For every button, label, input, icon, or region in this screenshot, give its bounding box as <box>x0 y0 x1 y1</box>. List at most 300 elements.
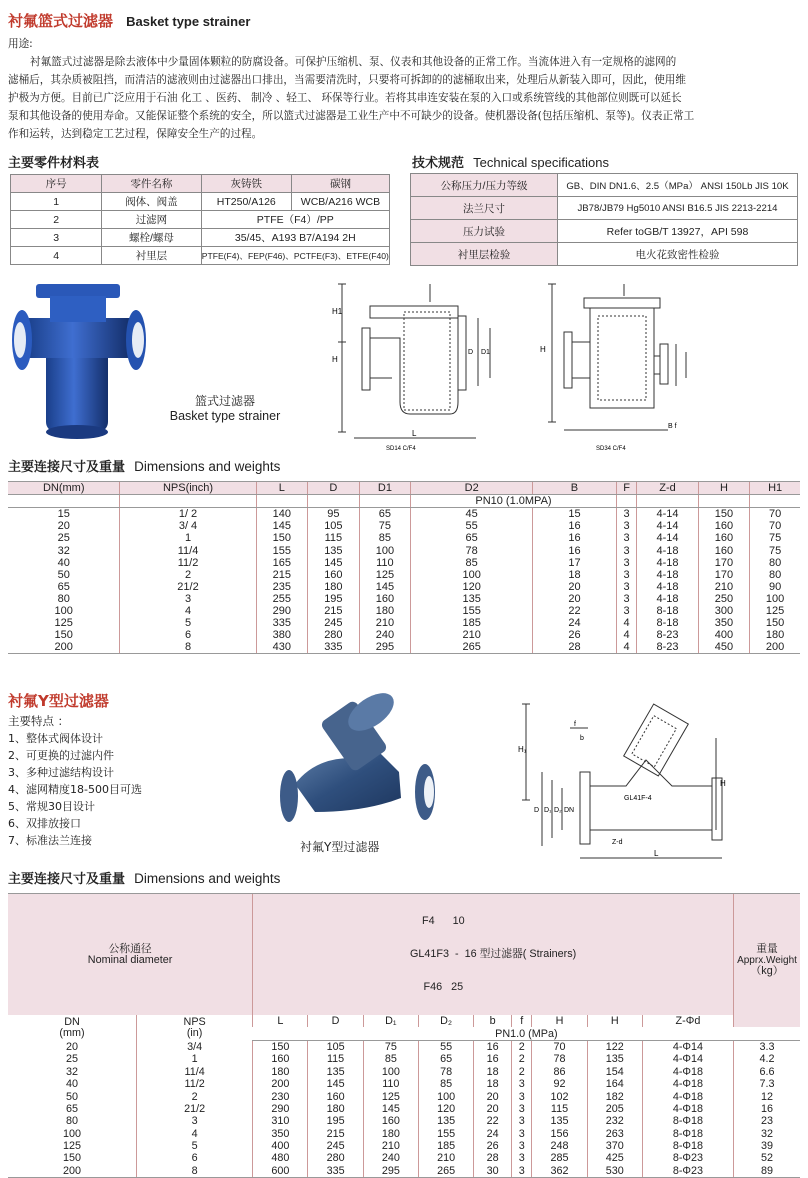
dims2-cell: 248 <box>532 1140 587 1152</box>
dims1-cell: 6 <box>120 629 256 641</box>
dims2-cell: 2 <box>512 1053 532 1065</box>
dims1-cell: 80 <box>750 557 800 569</box>
dims2-col-header: f <box>512 1015 532 1027</box>
dims2-cell: 86 <box>532 1066 587 1078</box>
dims1-cell: 295 <box>359 641 411 654</box>
dims2-cell: 3 <box>512 1152 532 1164</box>
dims1-col-header: D <box>308 482 360 495</box>
dims1-cell: 4 <box>120 605 256 617</box>
dims2-cell: 164 <box>587 1078 642 1090</box>
dims2-cell: 18 <box>474 1066 512 1078</box>
dims1-cell: 16 <box>533 520 617 532</box>
dims1-cell: 170 <box>698 557 750 569</box>
y-label-dn: DN <box>564 807 575 814</box>
dims1-cell: 430 <box>256 641 308 654</box>
dims1-cell: 65 <box>411 532 533 544</box>
specs-row <box>411 197 798 220</box>
dims1-cell: 200 <box>750 641 800 654</box>
dims1-cell: 3 <box>616 520 637 532</box>
dims2-cell: 105 <box>308 1040 363 1053</box>
dims2-cell: 530 <box>587 1165 642 1178</box>
dims1-cell: 65 <box>57 580 70 593</box>
dims2-cell: 285 <box>532 1152 587 1164</box>
dims1-cell: 115 <box>308 532 360 544</box>
dims2-nominal-cn: 公称通径 <box>108 942 152 955</box>
dims2-cell: 30 <box>474 1165 512 1178</box>
dims2-cell: 2 <box>512 1040 532 1053</box>
dims2-col-header: D₂ <box>418 1015 473 1027</box>
materials-cell: 螺栓/螺母 <box>102 229 201 247</box>
dims2-cell: 3 <box>512 1115 532 1127</box>
dims1-cell: 3 <box>616 557 637 569</box>
dims1-cell: 3/ 4 <box>120 520 256 532</box>
dims1-cell: 11/4 <box>120 544 256 556</box>
dims2-cell: 150 <box>63 1152 82 1165</box>
dims1-cell: 250 <box>698 593 750 605</box>
dims1-cell: 235 <box>256 581 308 593</box>
dims1-cell: 160 <box>698 532 750 544</box>
dims2-model-line: F46 25 <box>423 981 464 993</box>
dims2-cell: 290 <box>253 1103 308 1115</box>
dims2-cell: 4-Φ18 <box>642 1103 733 1115</box>
dims2-model-line: GL41F3 - 16 <box>409 948 477 960</box>
materials-header: 序号 <box>11 175 102 193</box>
dims1-cell: 75 <box>750 544 800 556</box>
dims1-row <box>8 508 800 521</box>
dims2-row <box>8 1040 800 1053</box>
usage-line: 衬氟篮式过滤器是除去液体中少量固体颗粒的防腐设备。可保护压缩机、泵、仪表和其他设备的正常工作。当流体进入有一定规格的滤网的 <box>30 56 677 68</box>
dims2-cell: 135 <box>587 1053 642 1065</box>
drawing-label-d1: D1 <box>481 349 490 356</box>
dims1-cell: 3 <box>616 544 637 556</box>
dims2-cell: 1 <box>137 1053 253 1065</box>
dims2-cell: 8-Φ18 <box>642 1115 733 1127</box>
dims2-dn-header <box>8 1015 137 1040</box>
specs-title-cn: 技术规范 <box>412 156 465 171</box>
dims1-cell: 135 <box>308 544 360 556</box>
dims2-row <box>8 1128 800 1140</box>
dims2-cell: 150 <box>253 1040 308 1053</box>
dims2-cell: 3 <box>137 1115 253 1127</box>
dims2-cell: 85 <box>363 1053 418 1065</box>
dims1-cell: 210 <box>359 617 411 629</box>
dims2-cell: 4-Φ14 <box>642 1040 733 1053</box>
dims2-cell: 8-Φ18 <box>642 1128 733 1140</box>
specs-value: Refer toGB/T 13927，API 598 <box>558 220 798 243</box>
dims1-cell: 8-18 <box>637 617 698 629</box>
dims1-cell: 50 <box>57 568 70 581</box>
basket-strainer-photo <box>6 278 166 446</box>
dims1-cell: 25 <box>57 532 70 545</box>
dims1-cell: 170 <box>698 569 750 581</box>
dims2-cell: 156 <box>532 1128 587 1140</box>
materials-row <box>11 211 390 229</box>
dims1-cell: 145 <box>308 557 360 569</box>
dims2-row <box>8 1078 800 1090</box>
dims1-cell: 20 <box>57 520 70 533</box>
basket-caption-cn: 篮式过滤器 <box>194 394 255 408</box>
materials-cell: PTFE(F4)、FEP(F46)、PCTFE(F3)、ETFE(F40) <box>201 247 389 265</box>
materials-cell: 1 <box>11 193 102 211</box>
dims1-row <box>8 544 800 556</box>
dims1-cell: 22 <box>533 605 617 617</box>
dims2-cell: 3 <box>512 1128 532 1140</box>
dims1-cell: 280 <box>308 629 360 641</box>
drawing-label-h: H <box>540 345 546 354</box>
materials-header: 灰铸铁 <box>201 175 291 193</box>
dims2-cell: 400 <box>253 1140 308 1152</box>
dims1-cell: 15 <box>533 508 617 521</box>
specs-value: GB、DIN DN1.6、2.5（MPa） ANSI 150Lb JIS 10K <box>558 174 798 197</box>
dims1-cell: 4-18 <box>637 593 698 605</box>
dims1-cell: 75 <box>750 532 800 544</box>
dims1-col-header: DN(mm) <box>8 482 120 495</box>
dims2-cell: 5 <box>137 1140 253 1152</box>
y-label-d2: D₂ <box>554 807 562 814</box>
materials-row <box>11 229 390 247</box>
dims1-cell: 125 <box>750 605 800 617</box>
dims1-cell: 3 <box>616 532 637 544</box>
dims1-col-header: H <box>698 482 750 495</box>
dims1-cell: 15 <box>57 508 70 521</box>
dims2-cell: 55 <box>418 1040 473 1053</box>
y-label-f: f <box>574 721 576 728</box>
dims2-cell: 185 <box>418 1140 473 1152</box>
dims1-cell: 80 <box>750 569 800 581</box>
specs-row <box>411 243 798 266</box>
dims2-cell: 25 <box>66 1053 79 1066</box>
dims1-cell: 290 <box>256 605 308 617</box>
dims2-cell: 154 <box>587 1066 642 1078</box>
dims1-cell: 20 <box>533 581 617 593</box>
features-list <box>8 713 142 849</box>
dims1-col-header: D1 <box>359 482 411 495</box>
dims2-cell: 122 <box>587 1040 642 1053</box>
dims2-cell: 180 <box>308 1103 363 1115</box>
dims1-cell: 180 <box>750 629 800 641</box>
dims2-cell: 11/2 <box>137 1078 253 1090</box>
dims2-cell: 335 <box>308 1165 363 1178</box>
dims2-cell: 24 <box>474 1128 512 1140</box>
dims2-cell: 4-Φ18 <box>642 1066 733 1078</box>
dims2-cell: 115 <box>308 1053 363 1065</box>
materials-header: 碳钢 <box>291 175 389 193</box>
y-label-b: b <box>580 735 584 742</box>
dims1-cell: 160 <box>359 593 411 605</box>
dims2-cell: 7.3 <box>734 1078 801 1090</box>
dims2-col-header: D₁ <box>363 1015 418 1027</box>
y-label-l: L <box>654 849 659 858</box>
dims1-cell: 70 <box>750 520 800 532</box>
dims1-cell: 350 <box>698 617 750 629</box>
basket-drawing-right <box>540 282 740 454</box>
dims1-cell: 16 <box>533 532 617 544</box>
materials-cell: PTFE（F4）/PP <box>201 211 389 229</box>
dims1-cell: 40 <box>57 556 70 569</box>
dims2-col-header: H <box>587 1015 642 1027</box>
dims1-cell: 150 <box>256 532 308 544</box>
dims2-cell: 115 <box>532 1103 587 1115</box>
dims2-cell: 75 <box>363 1040 418 1053</box>
section2-title: 衬氟Y型过滤器 <box>8 692 109 710</box>
dims2-cell: 23 <box>734 1115 801 1127</box>
materials-cell: 过滤网 <box>102 211 201 229</box>
drawing-label-l: L <box>412 429 417 438</box>
dims2-cell: 3 <box>512 1165 532 1178</box>
dims1-cell: 150 <box>698 508 750 521</box>
dims1-cell: 180 <box>308 581 360 593</box>
usage-line: 作和运转，达到稳定工艺过程，保障安全生产的过程。 <box>8 128 263 140</box>
dims2-row <box>8 1053 800 1065</box>
dims2-cell: 125 <box>363 1090 418 1102</box>
dims2-cell: 6 <box>137 1152 253 1164</box>
dims1-row <box>8 520 800 532</box>
dims1-cell: 335 <box>308 641 360 654</box>
dims1-col-header: H1 <box>750 482 800 495</box>
dims1-row <box>8 581 800 593</box>
dims1-cell: 185 <box>411 617 533 629</box>
dims2-cell: 232 <box>587 1115 642 1127</box>
y-strainer-drawing <box>516 690 772 866</box>
specs-row <box>411 220 798 243</box>
dims2-cell: 135 <box>308 1066 363 1078</box>
dims2-cell: 180 <box>253 1066 308 1078</box>
dims2-cell: 145 <box>308 1078 363 1090</box>
dims2-cell: 210 <box>363 1140 418 1152</box>
dims2-dn-unit: (mm) <box>59 1026 85 1039</box>
dims1-cell: 8-23 <box>637 641 698 654</box>
dims2-cell: 40 <box>66 1078 79 1091</box>
dims2-cell: 263 <box>587 1128 642 1140</box>
dims2-cell: 32 <box>66 1065 79 1078</box>
dims1-cell: 17 <box>533 557 617 569</box>
dims1-cell: 210 <box>411 629 533 641</box>
dims2-cell: 11/4 <box>137 1066 253 1078</box>
specs-key: 压力试验 <box>411 220 558 243</box>
dims1-cell: 3 <box>616 581 637 593</box>
dims2-cell: 20 <box>474 1090 512 1102</box>
dims2-cell: 8-Φ18 <box>642 1140 733 1152</box>
dims1-cell: 140 <box>256 508 308 521</box>
section1-header <box>8 10 250 31</box>
dims1-row <box>8 641 800 654</box>
dims2-header <box>8 868 280 887</box>
specs-value: 电火花致密性检验 <box>558 243 798 266</box>
dims1-cell: 8-23 <box>637 629 698 641</box>
dims2-cell: 102 <box>532 1090 587 1102</box>
dims2-cell: 78 <box>532 1053 587 1065</box>
dims2-model-suffix: 型过滤器( Strainers) <box>479 948 577 960</box>
dims2-cell: 8-Φ23 <box>642 1165 733 1178</box>
basket-drawing-left <box>330 282 530 454</box>
dims1-cell: 150 <box>750 617 800 629</box>
dims1-col-header: D2 <box>411 482 533 495</box>
dims1-row <box>8 605 800 617</box>
dims1-cell: 100 <box>359 544 411 556</box>
dims1-cell: 210 <box>698 581 750 593</box>
dims1-table <box>8 481 800 654</box>
dims2-cell: 125 <box>63 1140 82 1153</box>
dims1-header-row <box>8 482 800 495</box>
dims2-model <box>253 894 734 1016</box>
dims1-cell: 180 <box>359 605 411 617</box>
dims2-cell: 265 <box>418 1165 473 1178</box>
section1-title-en: Basket type strainer <box>126 14 251 29</box>
dims2-cell: 21/2 <box>137 1103 253 1115</box>
y-strainer-photo <box>275 688 447 848</box>
dims1-cell: 1 <box>120 532 256 544</box>
dims2-cell: 100 <box>418 1090 473 1102</box>
dims1-cell: 32 <box>57 544 70 557</box>
dims1-cell: 300 <box>698 605 750 617</box>
dims1-cell: 85 <box>359 532 411 544</box>
drawing-label-h: H <box>332 355 338 364</box>
dims2-cell: 32 <box>734 1128 801 1140</box>
dims2-cell: 240 <box>363 1152 418 1164</box>
dims1-pn-row <box>8 495 800 508</box>
specs-key: 衬里层检验 <box>411 243 558 266</box>
materials-cell: 4 <box>11 247 102 265</box>
dims2-cell: 182 <box>587 1090 642 1102</box>
dims1-cell: 100 <box>411 569 533 581</box>
dims1-cell: 45 <box>411 508 533 521</box>
dims2-cell: 4-Φ18 <box>642 1078 733 1090</box>
usage-line: 滤桶后，其杂质被阻挡，而清洁的滤液则由过滤器出口排出，当需要清洗时，只要将可拆卸的的滤桶取出来，处理后从新装入即可，因此，使用维 <box>8 74 686 86</box>
materials-cell: WCB/A216 WCB <box>291 193 389 211</box>
dims1-cell: 20 <box>533 593 617 605</box>
dims1-row <box>8 629 800 641</box>
dims2-cell: 195 <box>308 1115 363 1127</box>
dims1-cell: 145 <box>359 581 411 593</box>
dims2-cell: 205 <box>587 1103 642 1115</box>
dims1-cell: 4-14 <box>637 532 698 544</box>
usage-label: 用途: <box>8 38 33 50</box>
dims1-row <box>8 593 800 605</box>
dims2-cell: 65 <box>66 1102 79 1115</box>
dims1-cell: 90 <box>750 581 800 593</box>
dims1-cell: 70 <box>750 508 800 521</box>
dims2-cell: 310 <box>253 1115 308 1127</box>
dims2-sub-header <box>8 1015 800 1027</box>
dims2-cell: 425 <box>587 1152 642 1164</box>
dims2-cell: 85 <box>418 1078 473 1090</box>
dims2-cell: 70 <box>532 1040 587 1053</box>
feature-item: 7、标准法兰连接 <box>8 834 92 847</box>
y-label-zd: Z-d <box>612 839 623 846</box>
dims2-cell: 16 <box>474 1040 512 1053</box>
dims1-cell: 3 <box>616 508 637 521</box>
dims1-cell: 16 <box>533 544 617 556</box>
dims1-cell: 265 <box>411 641 533 654</box>
dims1-cell: 28 <box>533 641 617 654</box>
dims2-nps-unit: (in) <box>186 1026 203 1039</box>
dims1-cell: 85 <box>411 557 533 569</box>
specs-title-en: Technical specifications <box>473 155 609 170</box>
dims2-cell: 6.6 <box>734 1066 801 1078</box>
dims1-cell: 4-18 <box>637 569 698 581</box>
dims1-col-header: F <box>616 482 637 495</box>
y-label-d1: D₁ <box>544 807 552 814</box>
dims1-cell: 125 <box>54 617 73 630</box>
dims2-cell: 65 <box>418 1053 473 1065</box>
dims2-nps-header <box>137 1015 253 1040</box>
dims2-cell: 8-Φ23 <box>642 1152 733 1164</box>
dims1-col-header: Z-d <box>637 482 698 495</box>
materials-cell: 阀体、阀盖 <box>102 193 201 211</box>
dims1-cell: 11/2 <box>120 557 256 569</box>
dims2-cell: 4-Φ14 <box>642 1053 733 1065</box>
dims2-cell: 3.3 <box>734 1040 801 1053</box>
dims1-cell: 255 <box>256 593 308 605</box>
y-photo-caption: 衬氟Y型过滤器 <box>300 840 380 854</box>
dims1-cell: 155 <box>256 544 308 556</box>
dims1-cell: 80 <box>57 592 70 605</box>
dims1-cell: 26 <box>533 629 617 641</box>
dims1-cell: 4 <box>616 629 637 641</box>
dims2-cell: 350 <box>253 1128 308 1140</box>
materials-title: 主要零件材料表 <box>8 156 100 171</box>
dims1-cell: 4-18 <box>637 557 698 569</box>
usage-line: 护极为方便。目前已广泛应用于石油 化工 、医药、 制冷 、轻工、 环保等行业。若将其串连安装在泵的入口或系统管线的其他部位则既可以延长 <box>8 92 682 104</box>
dims2-cell: 3 <box>512 1090 532 1102</box>
dims1-cell: 78 <box>411 544 533 556</box>
dims2-cell: 160 <box>253 1053 308 1065</box>
materials-table <box>10 174 390 265</box>
drawing-label-bf: B f <box>668 423 677 430</box>
dims2-cell: 26 <box>474 1140 512 1152</box>
dims1-cell: 3 <box>616 569 637 581</box>
dims2-col-header: Z-Φd <box>642 1015 733 1027</box>
dims1-cell: 4-18 <box>637 581 698 593</box>
dims2-row <box>8 1066 800 1078</box>
dims1-cell: 200 <box>8 641 120 654</box>
dims1-title-cn: 主要连接尺寸及重量 <box>8 460 126 475</box>
dims1-row <box>8 532 800 544</box>
dims2-weight-cn: 重量 <box>756 943 778 956</box>
dims2-cell: 28 <box>474 1152 512 1164</box>
dims2-cell: 100 <box>63 1127 82 1140</box>
dims1-header <box>8 456 280 475</box>
dims2-nps-label: NPS <box>183 1015 206 1028</box>
dims2-dn-label: DN <box>64 1015 80 1028</box>
dims1-cell: 240 <box>359 629 411 641</box>
specs-table <box>410 173 798 266</box>
dims1-cell: 135 <box>411 593 533 605</box>
dims2-cell: 145 <box>363 1103 418 1115</box>
specs-key: 公称压力/压力等级 <box>411 174 558 197</box>
dims1-cell: 2 <box>120 569 256 581</box>
drawing-label-h1: H1 <box>332 307 343 316</box>
dims1-cell: 245 <box>308 617 360 629</box>
feature-item: 1、整体式阀体设计 <box>8 732 103 745</box>
dims1-row <box>8 569 800 581</box>
dims1-col-header: NPS(inch) <box>120 482 256 495</box>
dims2-cell: 600 <box>253 1165 308 1178</box>
dims1-cell: 215 <box>308 605 360 617</box>
dims1-cell: 105 <box>308 520 360 532</box>
dims2-cell: 20 <box>474 1103 512 1115</box>
y-label-d: D <box>534 807 540 814</box>
dims2-row <box>8 1090 800 1102</box>
specs-header <box>412 152 609 171</box>
dims2-cell: 4 <box>137 1128 253 1140</box>
dims1-cell: 3 <box>616 605 637 617</box>
specs-key: 法兰尺寸 <box>411 197 558 220</box>
dims1-cell: 335 <box>256 617 308 629</box>
dims1-cell: 380 <box>256 629 308 641</box>
dims2-cell: 110 <box>363 1078 418 1090</box>
dims2-col-header: H <box>532 1015 587 1027</box>
